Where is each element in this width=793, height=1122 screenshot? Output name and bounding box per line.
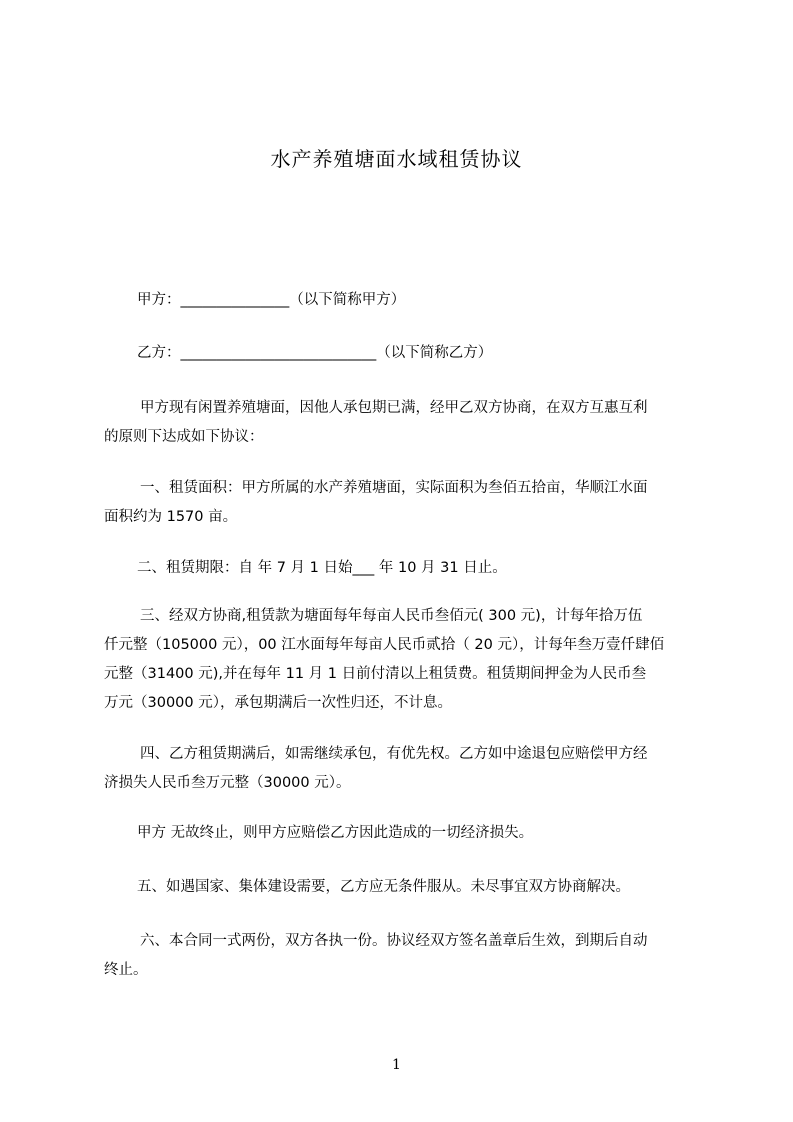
page-title: 水产养殖塘面水域租赁协议: [270, 147, 523, 171]
intro-line-1: 甲方现有闲置养殖塘面，因他人承包期已满，经甲乙双方协商，在双方互惠互利: [140, 400, 648, 416]
clause-2-line-1: 二、租赁期限：自 年 7 月 1 日始___ 年 10 月 31 日止。: [137, 560, 507, 576]
intro-paragraph: [104, 394, 704, 452]
clause-5-line-1: 五、如遇国家、集体建设需要，乙方应无条件服从。未尽事宜双方协商解决。: [137, 879, 630, 895]
clause-3-line-3: 元整（31400 元),并在每年 11 月 1 日前付清以上租赁费。租赁期间押金为人民币叁: [104, 666, 647, 682]
clause-2: [104, 554, 704, 583]
intro-line-2: 的原则下达成如下协议：: [104, 429, 264, 445]
clause-3-line-1: 三、经双方协商,租赁款为塘面每年每亩人民币叁佰元( 300 元)，计每年拾万伍: [140, 608, 643, 624]
party-a-text: 甲方：_______________（以下简称甲方）: [137, 292, 406, 308]
clause-4-line-1: 四、乙方租赁期满后，如需继续承包，有优先权。乙方如中途退包应赔偿甲方经: [140, 746, 648, 762]
clause-4: [104, 740, 704, 798]
party-b-line: [104, 339, 704, 368]
clause-4-supplement: [104, 819, 704, 848]
party-b-text: 乙方：___________________________（以下简称乙方）: [137, 345, 493, 361]
page-number: 1: [392, 1057, 401, 1073]
party-a-line: [104, 286, 704, 315]
clause-3-line-2: 仟元整（105000 元），00 江水面每年每亩人民币贰拾（ 20 元），计每年叁万壹仟肆佰: [104, 637, 665, 653]
clause-3: [104, 602, 704, 718]
clause-3-line-4: 万元（30000 元），承包期满后一次性归还，不计息。: [104, 695, 452, 711]
clause-4-supplement-line: 甲方 无故终止，则甲方应赔偿乙方因此造成的一切经济损失。: [137, 825, 534, 841]
clause-1-line-2: 面积约为 1570 亩。: [104, 509, 238, 525]
clause-6-line-1: 六、本合同一式两份，双方各执一份。协议经双方签名盖章后生效，到期后自动: [140, 933, 648, 949]
clause-6: [104, 927, 704, 985]
clause-4-line-2: 济损失人民币叁万元整（30000 元）。: [104, 775, 351, 791]
clause-5: [104, 873, 704, 902]
clause-1-line-1: 一、租赁面积：甲方所属的水产养殖塘面，实际面积为叁佰五拾亩，华顺江水面: [140, 480, 648, 496]
clause-6-line-2: 终止。: [104, 962, 148, 978]
clause-1: [104, 474, 704, 532]
